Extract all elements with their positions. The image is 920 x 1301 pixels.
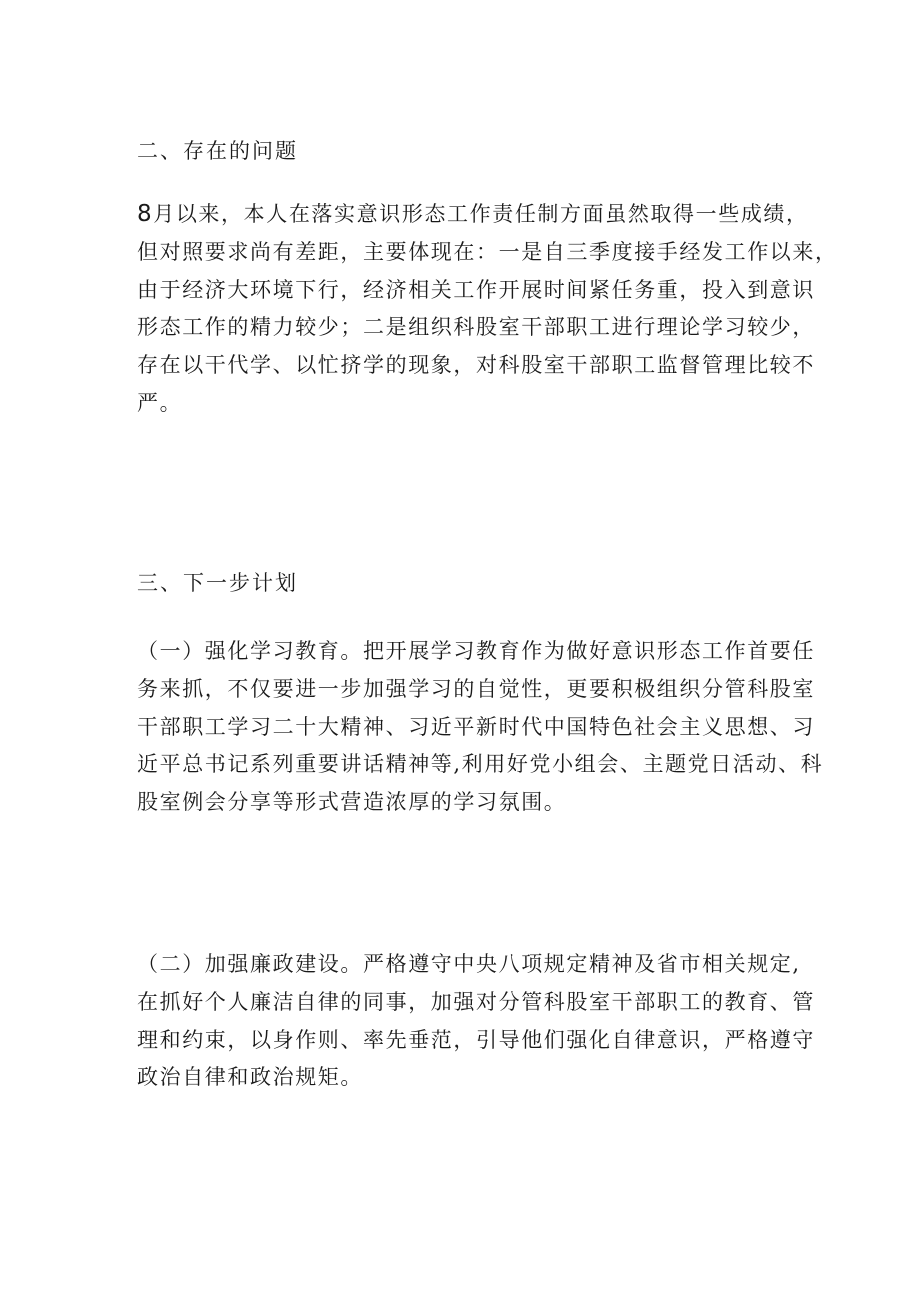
- paragraph-line: 但对照要求尚有差距，主要体现在：一是自三季度接手经发工作以来，: [137, 239, 838, 264]
- paragraph-line: 股室例会分享等形式营造浓厚的学习氛围。: [137, 790, 567, 815]
- paragraph-line: 严。: [137, 390, 183, 415]
- paragraph-line: 务来抓，不仅要进一步加强学习的自觉性，更要积极组织分管科股室: [137, 676, 815, 701]
- section-heading-problems: 二、存在的问题: [137, 139, 298, 163]
- paragraph-line: 在抓好个人廉洁自律的同事，加强对分管科股室干部职工的教育、管: [137, 989, 815, 1014]
- section-heading-next-plan: 三、下一步计划: [137, 571, 298, 595]
- paragraph-line: 形态工作的精力较少；二是组织科股室干部职工进行理论学习较少，: [137, 315, 815, 340]
- month-number: 8: [137, 201, 154, 227]
- paragraph-line: （一）强化学习教育。把开展学习教育作为做好意识形态工作首要任: [137, 639, 815, 663]
- paragraph-line: 干部职工学习二十大精神、习近平新时代中国特色社会主义思想、习: [137, 714, 815, 739]
- paragraph-study-education: [137, 633, 824, 822]
- paragraph-problems: [137, 196, 838, 423]
- paragraph-line: 由于经济大环境下行，经济相关工作开展时间紧任务重，投入到意识: [137, 277, 815, 302]
- paragraph-line: 存在以干代学、以忙挤学的现象，对科股室干部职工监督管理比较不: [137, 353, 815, 378]
- paragraph-line: 近平总书记系列重要讲话精神等,利用好党小组会、主题党日活动、科: [137, 752, 824, 777]
- paragraph-line: （二）加强廉政建设。严格遵守中央八项规定精神及省市相关规定,: [137, 952, 801, 976]
- paragraph-integrity-building: [137, 946, 815, 1097]
- paragraph-line: 理和约束，以身作则、率先垂范，引导他们强化自律意识，严格遵守: [137, 1027, 815, 1052]
- paragraph-line: 政治自律和政治规矩。: [137, 1065, 363, 1090]
- paragraph-line: 8月以来，本人在落实意识形态工作责任制方面虽然取得一些成绩，: [137, 201, 809, 227]
